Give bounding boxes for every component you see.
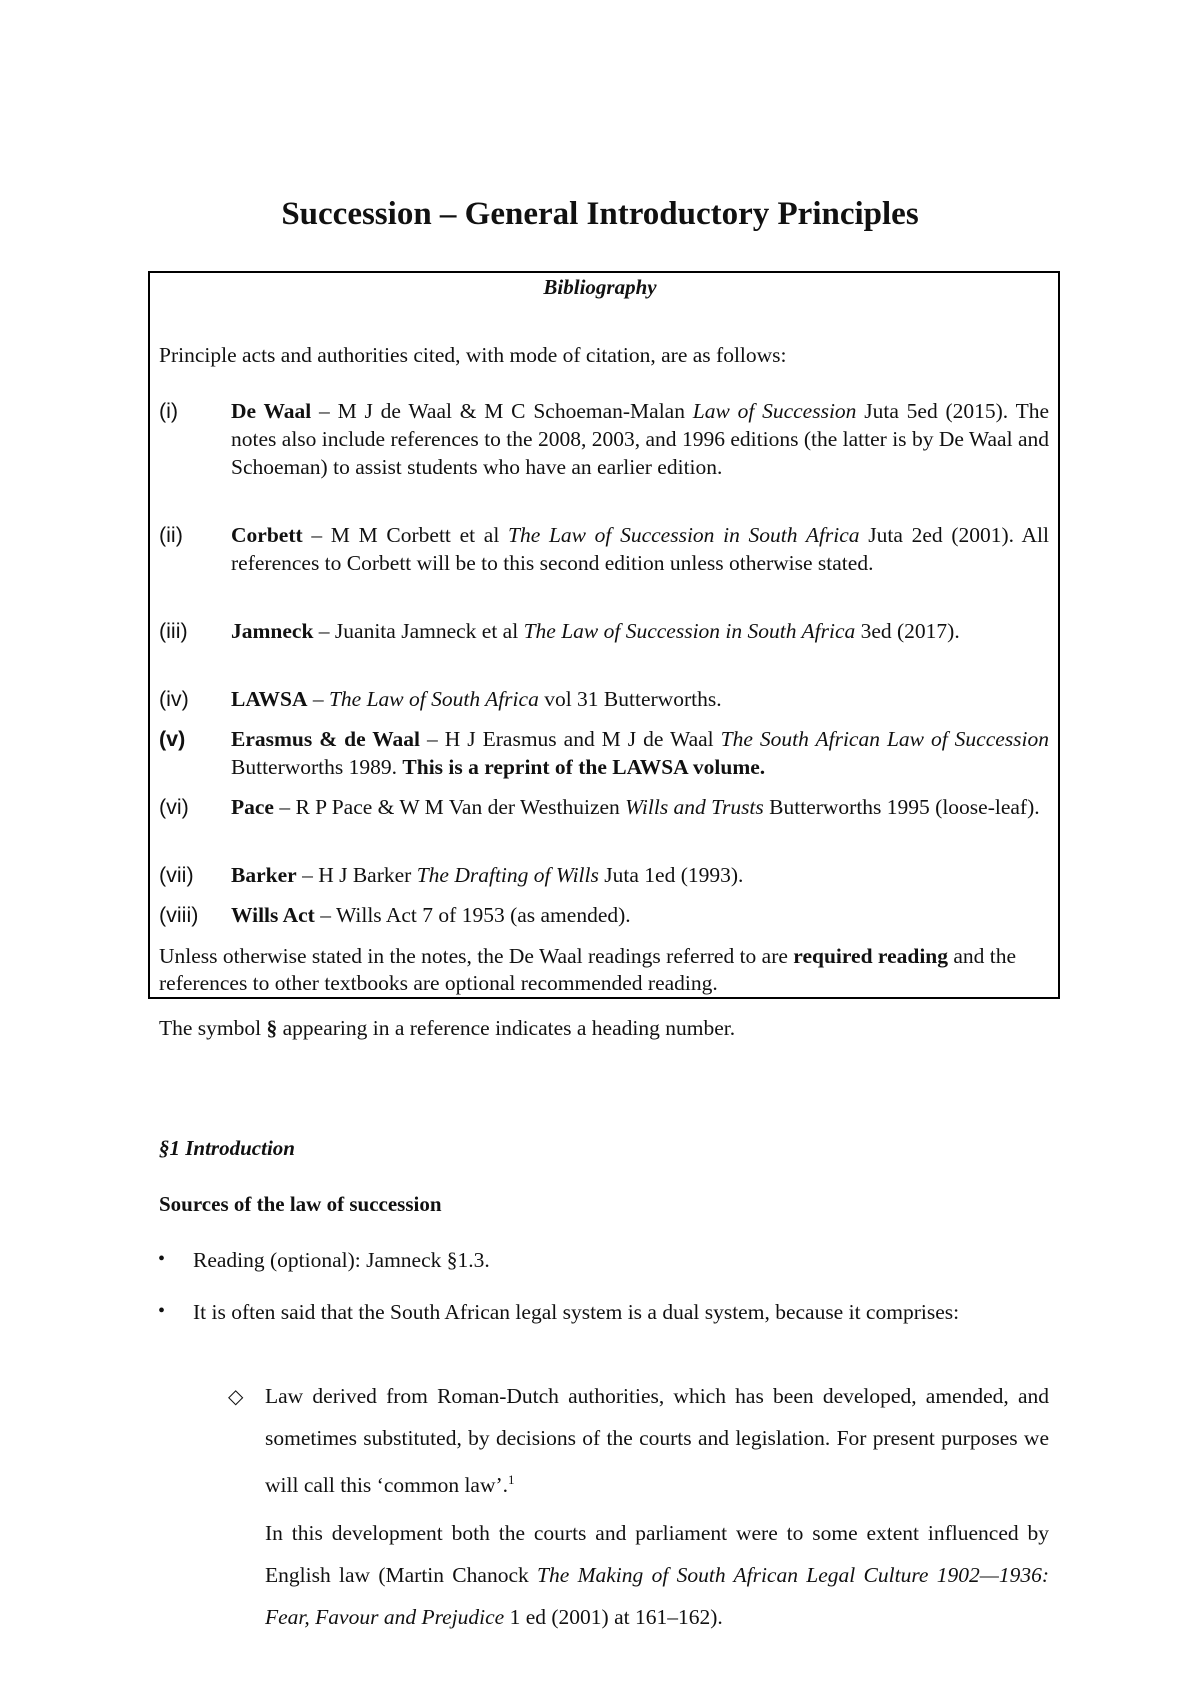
entry-author: Erasmus & de Waal [231, 727, 421, 751]
entry-note: This is a reprint of the LAWSA volume. [402, 755, 766, 779]
entry-author: Jamneck [231, 619, 314, 643]
bibliography-entry: Wills Act – Wills Act 7 of 1953 (as amended). [231, 903, 631, 927]
cited-work-title: The Making of South African Legal Culture 1902—1936: Fear, Favour and Prejudice [265, 1563, 1050, 1629]
bibliography-entry: Erasmus & de Waal – H J Erasmus and M J de Waal The South African Law of Succession Butterworths 1989. This is a reprint of the LAWSA volume. [231, 727, 1050, 779]
entry-number: (i) [159, 399, 179, 423]
bibliography-closing: Unless otherwise stated in the notes, the De Waal readings referred to are required reading and the references to other textbooks are optional recommended reading. [159, 944, 1017, 995]
entry-number: (iii) [159, 619, 188, 643]
bibliography-intro: Principle acts and authorities cited, with mode of citation, are as follows: [159, 343, 787, 367]
page-title: Succession – General Introductory Principles [281, 196, 919, 232]
entry-number: (iv) [159, 687, 189, 711]
entry-author: Barker [231, 863, 297, 887]
symbol-note: The symbol § appearing in a reference indicates a heading number. [159, 1016, 736, 1040]
entry-number: (viii) [159, 903, 199, 927]
entry-number: (ii) [159, 523, 183, 547]
sub-bullet-text: Law derived from Roman-Dutch authorities, which has been developed, amended, and sometimes substituted, by decisions of the courts and legislation. For present purposes we will call this ‘common law’.$^1$ [265, 1384, 1049, 1498]
entry-number: (vi) [159, 795, 189, 819]
bibliography-entry: De Waal – M J de Waal & M C Schoeman-Malan Law of Succession Juta 5ed (2015). The notes also include references to the 2008, 2003, and 1996 editions (the latter is by De Waal and Schoeman) to assist students who have an earlier edition. [231, 399, 1049, 479]
entry-author: Corbett [231, 523, 303, 547]
bibliography-entry: Jamneck – Juanita Jamneck et al The Law of Succession in South Africa 3ed (2017). [231, 619, 960, 643]
footnote-marker[interactable]: 1 [508, 1472, 515, 1487]
entry-author: LAWSA [231, 687, 308, 711]
entry-number: (vii) [159, 863, 194, 887]
required-reading-emphasis: required reading [793, 944, 948, 968]
bibliography-heading: Bibliography [543, 275, 657, 299]
section-subheading: Sources of the law of succession [159, 1192, 442, 1216]
entry-author: Wills Act [231, 903, 315, 927]
diamond-bullet-icon: ◇ [228, 1386, 244, 1408]
entry-author: De Waal [231, 399, 312, 423]
bibliography-entry: Barker – H J Barker The Drafting of Wills Juta 1ed (1993). [231, 863, 744, 887]
bullet-text: It is often said that the South African legal system is a dual system, because it comprises: [193, 1300, 960, 1324]
bibliography-entry: Corbett – M M Corbett et al The Law of Succession in South Africa Juta 2ed (2001). All references to Corbett will be to this second edition unless otherwise stated. [231, 523, 1049, 575]
section-heading: §1 Introduction [159, 1136, 295, 1160]
bibliography-entry: LAWSA – The Law of South Africa vol 31 Butterworths. [231, 687, 722, 711]
bibliography-entry: Pace – R P Pace & W M Van der Westhuizen Wills and Trusts Butterworths 1995 (loose-leaf). [231, 795, 1040, 819]
bullet-text: Reading (optional): Jamneck §1.3. [193, 1248, 490, 1272]
bullet-icon: • [158, 1300, 166, 1322]
bullet-icon: • [158, 1248, 166, 1270]
entry-author: Pace [231, 795, 274, 819]
sub-bullet-paragraph: In this development both the courts and parliament were to some extent influenced by English law (Martin Chanock The Making of South African Legal Culture 1902—1936: Fear, Favour and Prejudice 1 ed (2001) at 161–162). [265, 1521, 1050, 1629]
entry-number: (v) [159, 727, 186, 751]
